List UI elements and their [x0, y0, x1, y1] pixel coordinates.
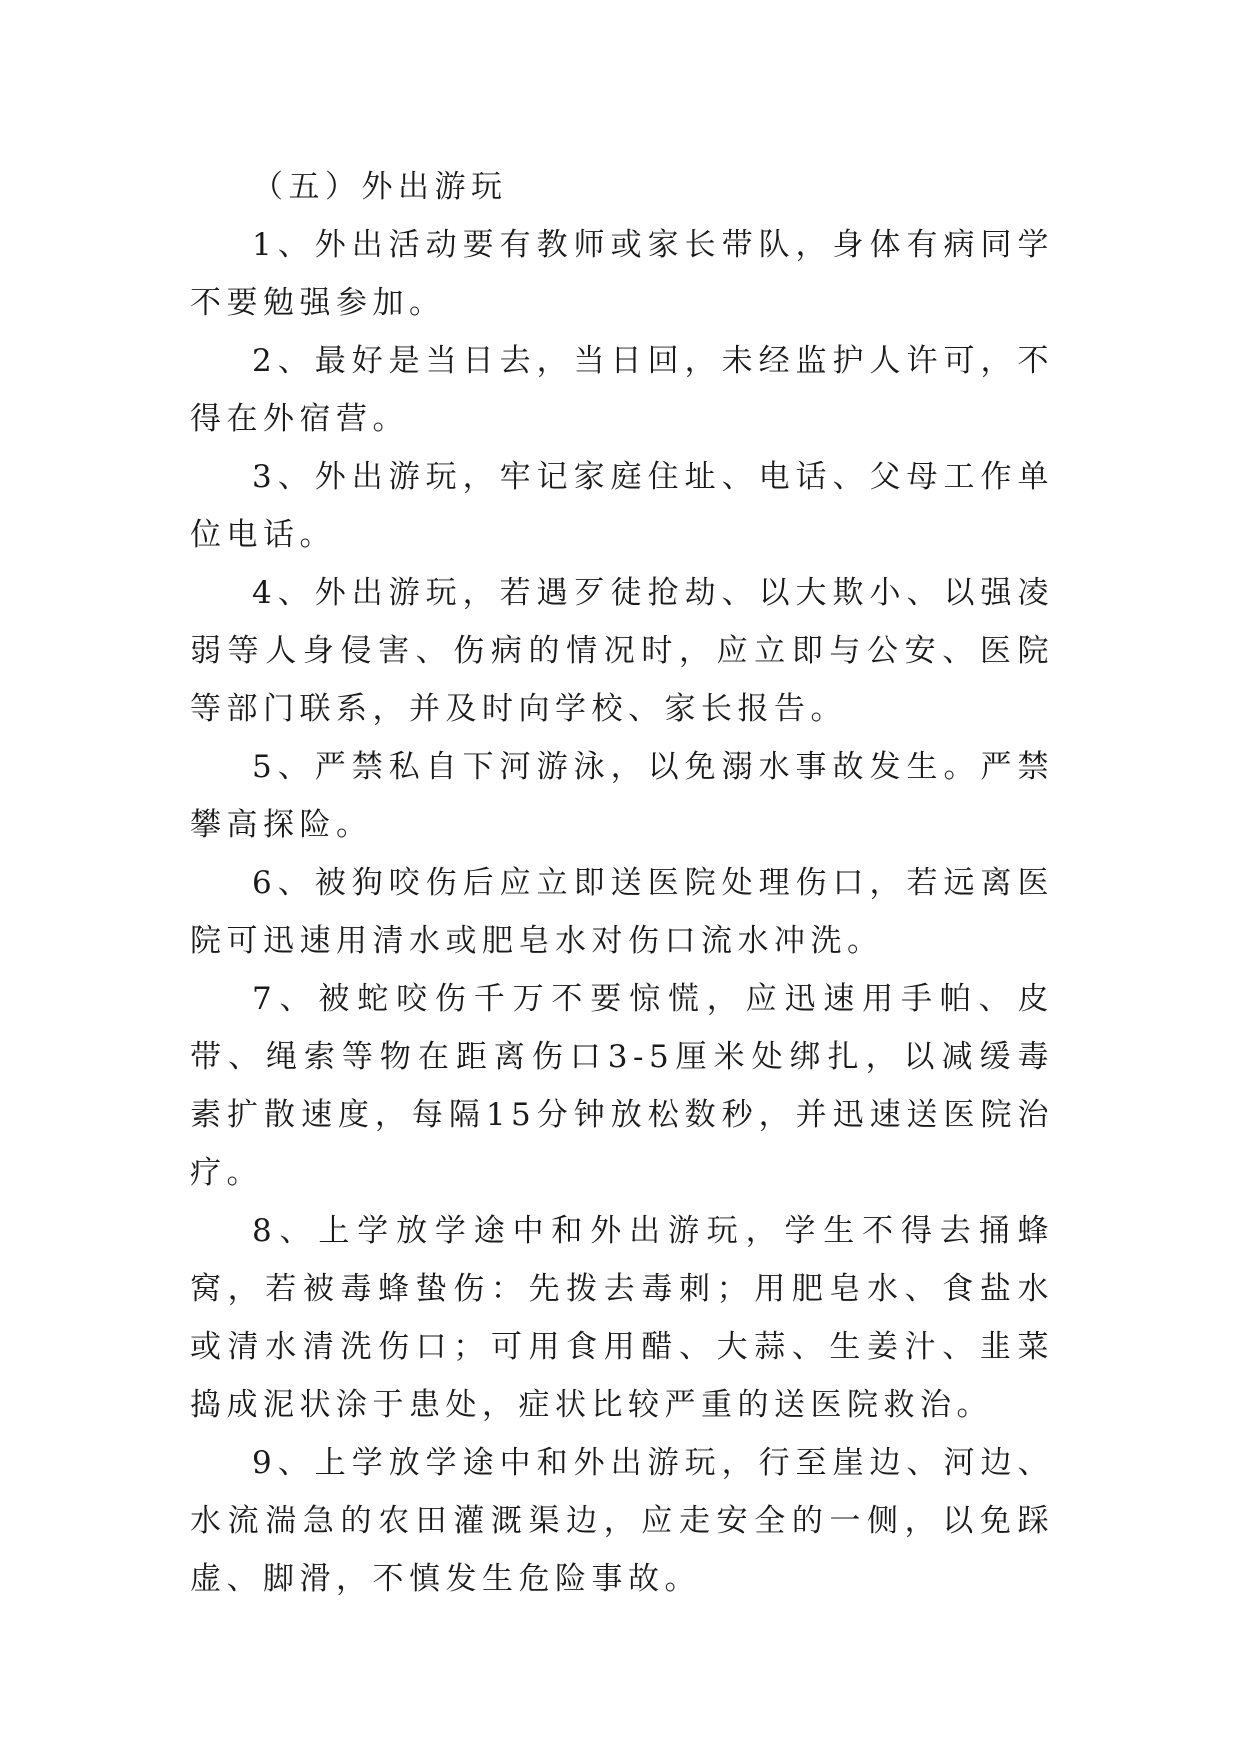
paragraph-item-6: 6、被狗咬伤后应立即送医院处理伤口，若远离医院可迅速用清水或肥皂水对伤口流水冲洗。 — [190, 865, 1054, 959]
paragraph-item-4: 4、外出游玩，若遇歹徒抢劫、以大欺小、以强凌弱等人身侵害、伤病的情况时，应立即与公安、医院等部门联系，并及时向学校、家长报告。 — [190, 575, 1054, 727]
paragraph-item-7: 7、被蛇咬伤千万不要惊慌，应迅速用手帕、皮带、绳索等物在距离伤口3-5厘米处绑扎，以减缓毒素扩散速度，每隔15分钟放松数秒，并迅速送医院治疗。 — [190, 981, 1054, 1191]
paragraph-item-5: 5、严禁私自下河游泳，以免溺水事故发生。严禁攀高探险。 — [190, 749, 1054, 843]
paragraph-item-2: 2、最好是当日去，当日回，未经监护人许可，不得在外宿营。 — [190, 343, 1054, 437]
paragraph-item-9: 9、上学放学途中和外出游玩，行至崖边、河边、水流湍急的农田灌溉渠边，应走安全的一侧，以免踩虚、脚滑，不慎发生危险事故。 — [190, 1445, 1054, 1597]
section-heading: （五）外出游玩 — [252, 169, 508, 205]
paragraph-item-1: 1、外出活动要有教师或家长带队，身体有病同学不要勉强参加。 — [190, 227, 1054, 321]
paragraph-item-3: 3、外出游玩，牢记家庭住址、电话、父母工作单位电话。 — [190, 459, 1054, 553]
paragraph-item-8: 8、上学放学途中和外出游玩，学生不得去捅蜂窝，若被毒蜂蛰伤：先拨去毒刺；用肥皂水、食盐水或清水清洗伤口；可用食用醋、大蒜、生姜汁、韭菜捣成泥状涂于患处，症状比较严重的送医院救治。 — [190, 1213, 1054, 1423]
document-body — [190, 158, 1054, 1608]
